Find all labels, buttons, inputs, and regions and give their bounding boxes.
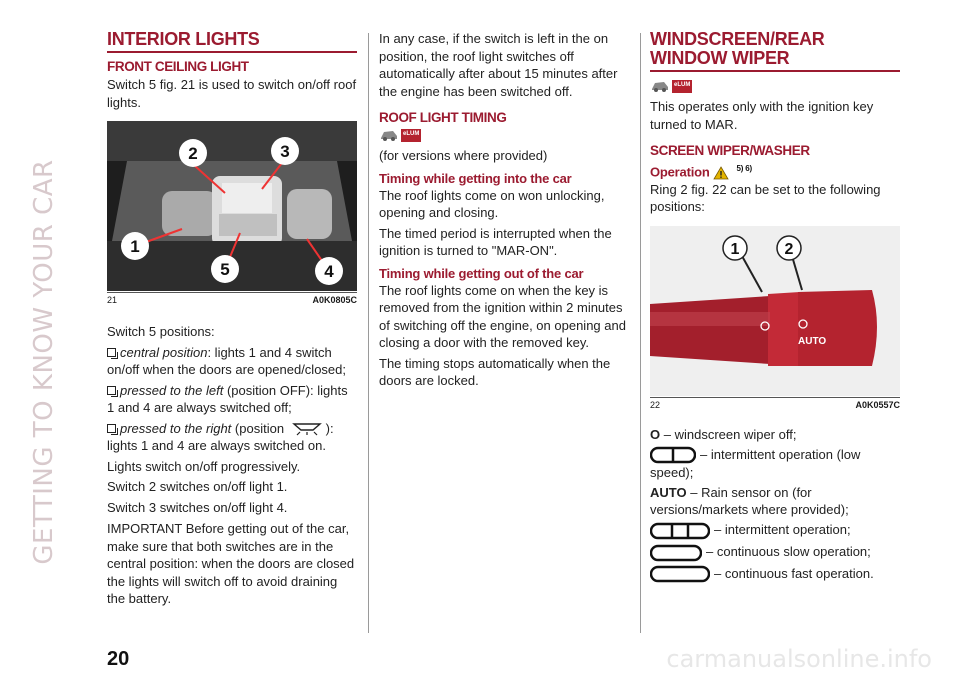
switch5-position-central: central position: lights 1 and 4 switch on/off when the doors are opened/closed;: [107, 344, 346, 377]
heading-getting-out: Timing while getting out of the car: [379, 265, 584, 281]
elum-badge: eLUM: [401, 129, 421, 142]
warning-references: 5) 6): [736, 164, 752, 173]
important-note: IMPORTANT Before getting out of the car, make sure that both switches are in the central position: when the doors are closed the lights will switch off to avoid draining the battery.: [107, 521, 355, 606]
wiper-position-intermittent: – intermittent operation;: [650, 521, 900, 540]
continued-text: In any case, if the switch is left in the on position, the roof light switches off automatically after about 15 minutes after the engine has been switched off.: [379, 31, 618, 99]
getting-in-text-2: The timed period is interrupted when the ignition is turned to "MAR-ON".: [379, 225, 612, 258]
figure-code: A0K0557C: [855, 399, 900, 410]
heading-operation: Operation $^{5) 6)}$: [650, 164, 752, 180]
callout-3: 3: [280, 142, 290, 161]
bullet-icon: [107, 424, 116, 433]
wiper-position-off: O – windscreen wiper off;: [650, 426, 797, 442]
car-version-icon: [379, 128, 399, 142]
wiper-position-slow: – continuous slow operation;: [650, 543, 900, 562]
roof-light-icon: [288, 422, 326, 436]
callout-2: 2: [188, 144, 198, 163]
switch5-position-left: pressed to the left (position OFF): lights 1 and 4 are always switched off;: [107, 382, 348, 415]
column-divider: [368, 33, 369, 633]
stalk-auto-label: AUTO: [798, 335, 827, 347]
callout-2: 2: [784, 240, 794, 258]
front-intro-text: Switch 5 fig. 21 is used to switch on/off roof lights.: [107, 77, 357, 110]
figure-number: 22: [650, 399, 661, 410]
bullet-icon: [107, 386, 116, 395]
intermittent-low-icon: [650, 446, 696, 464]
column-roof-light-timing: [379, 30, 631, 393]
column-interior-lights: [107, 30, 357, 611]
ceiling-light-illustration: [107, 121, 357, 291]
figure-21-caption: [107, 292, 357, 305]
callout-1: 1: [130, 237, 140, 256]
callout-4: 4: [324, 262, 334, 281]
wiper-position-fast: – continuous fast operation.: [650, 565, 900, 584]
figure-21: [107, 121, 357, 305]
heading-getting-in: Timing while getting into the car: [379, 170, 572, 186]
continuous-fast-icon: [650, 565, 710, 583]
heading-roof-light-timing: ROOF LIGHT TIMING: [379, 110, 507, 125]
figure-22-caption: [650, 397, 900, 410]
car-version-icon: [650, 79, 670, 93]
side-chapter-tab: GETTING TO KNOW YOUR CAR: [29, 159, 59, 565]
progressive-text: Lights switch on/off progressively.: [107, 458, 301, 474]
column-divider: [640, 33, 641, 633]
figure-number: 21: [107, 295, 118, 305]
heading-front-ceiling-light: FRONT CEILING LIGHT: [107, 59, 249, 74]
switch2-text: Switch 2 switches on/off light 1.: [107, 479, 288, 494]
callout-5: 5: [220, 260, 230, 279]
ceiling-light-photo: [107, 121, 357, 291]
page-number: 20: [107, 648, 130, 670]
switch3-text: Switch 3 switches on/off light 4.: [107, 499, 288, 515]
wiper-stalk-photo: [650, 226, 900, 396]
equipment-icons: [379, 127, 631, 143]
versions-text: (for versions where provided): [379, 148, 548, 163]
watermark: carmanualsonline.info: [666, 645, 932, 673]
bullet-icon: [107, 348, 116, 357]
ring-intro: Ring 2 fig. 22 can be set to the following positions:: [650, 181, 881, 215]
elum-badge: eLUM: [672, 80, 692, 93]
getting-out-text-1: The roof lights come on when the key is removed from the ignition within 2 minutes of switching off the engine, on opening and closing a door with the removed key.: [379, 282, 626, 350]
figure-code: A0K0805C: [312, 295, 357, 305]
section-title-interior-lights: INTERIOR LIGHTS: [107, 30, 357, 53]
wiper-position-auto: AUTO – Rain sensor on (for versions/markets where provided);: [650, 485, 849, 518]
intermittent-icon: [650, 522, 710, 540]
heading-screen-wiper-washer: SCREEN WIPER/WASHER: [650, 143, 810, 158]
column-wiper: [650, 30, 900, 586]
wiper-position-intermittent-low: – intermittent operation (low speed);: [650, 446, 861, 481]
section-title-wiper: WINDSCREEN/REAR WINDOW WIPER: [650, 30, 900, 72]
getting-out-text-2: The timing stops automatically when the doors are locked.: [379, 355, 611, 388]
ignition-note: This operates only with the ignition key turned to MAR.: [650, 99, 874, 132]
switch5-intro: Switch 5 positions:: [107, 324, 215, 339]
switch5-position-right: pressed to the right (position ): lights 1 and 4 are always switched on.: [107, 420, 334, 453]
wiper-stalk-illustration: [650, 226, 900, 396]
equipment-icons: [650, 78, 900, 94]
warning-icon: [713, 166, 729, 180]
getting-in-text-1: The roof lights come on won unlocking, opening and closing.: [379, 187, 605, 220]
figure-22: [650, 226, 900, 410]
continuous-slow-icon: [650, 544, 702, 562]
callout-1: 1: [730, 240, 740, 258]
